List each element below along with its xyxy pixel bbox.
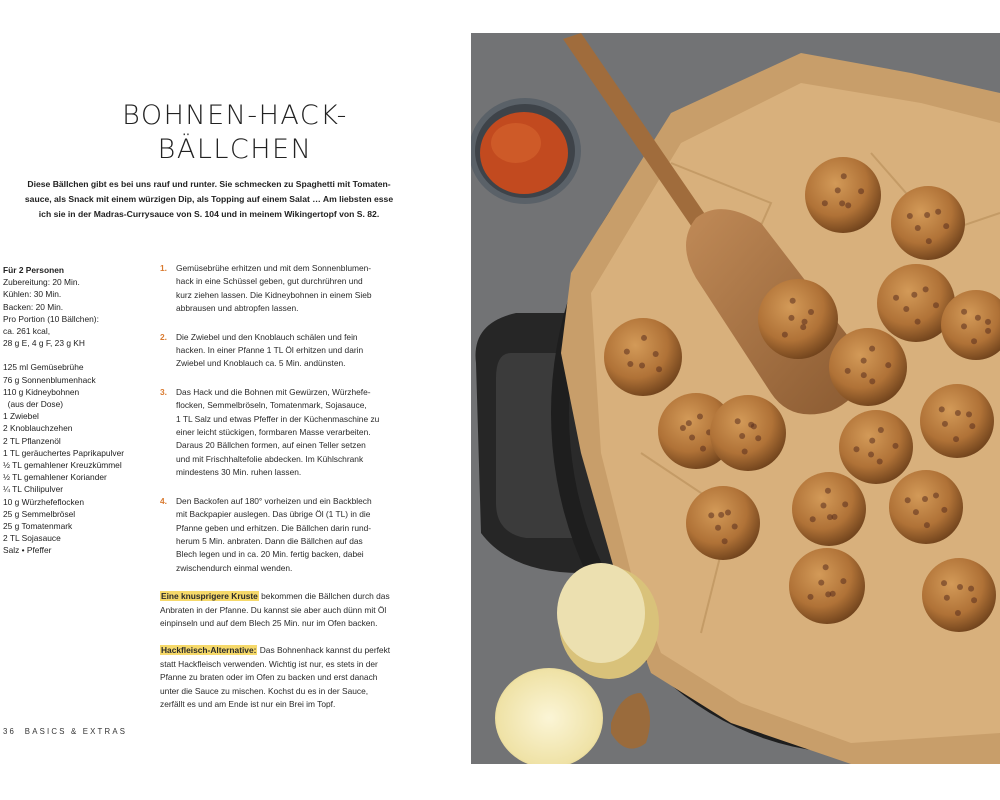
bean-fleck: [907, 213, 913, 219]
step-line: und mit Frischhaltefolie abdecken. Im Kühlschrank: [176, 453, 364, 464]
step-3: [160, 386, 412, 480]
bean-fleck: [732, 523, 738, 529]
bean-fleck: [869, 378, 875, 384]
bean-fleck: [941, 507, 947, 513]
ingredient-item: ½ TL gemahlener Kreuzkümmel: [3, 460, 122, 471]
bean-fleck: [840, 578, 846, 584]
tip-text: einpinseln und auf dem Blech 25 Min. nur im Ofen backen.: [160, 617, 378, 628]
bean-fleck: [842, 501, 848, 507]
bean-fleck: [627, 361, 633, 367]
bean-fleck: [915, 319, 921, 325]
recipe-text-page: [0, 0, 470, 800]
recipe-title-line-2: BÄLLCHEN: [157, 134, 313, 165]
bean-fleck: [639, 362, 645, 368]
bean-ball: [889, 470, 963, 544]
bean-fleck: [933, 492, 939, 498]
ingredient-item: 10 g Würzhefeflocken: [3, 496, 85, 507]
bean-fleck: [827, 514, 833, 520]
bean-fleck: [807, 594, 813, 600]
step-line: einer leicht stückigen, formbaren Masse verarbeiten.: [176, 427, 371, 438]
tip-text: Pfanne zu braten oder im Ofen zu backen und erst danach: [160, 672, 378, 683]
bean-fleck: [869, 438, 875, 444]
bean-ball: [829, 328, 907, 406]
bean-fleck: [935, 209, 941, 215]
step-number: 1.: [160, 263, 167, 273]
ingredient-item: 110 g Kidneybohnen: [3, 386, 80, 397]
tip-text: bekommen die Bällchen durch das: [258, 591, 390, 602]
bean-fleck: [975, 315, 981, 321]
kcal: ca. 261 kcal,: [3, 326, 51, 337]
bean-fleck: [853, 446, 859, 452]
bean-fleck: [926, 238, 932, 244]
bean-fleck: [858, 188, 864, 194]
bean-fleck: [641, 335, 647, 341]
bean-fleck: [971, 338, 977, 344]
meatballs-photo-illustration: [471, 33, 1000, 764]
bean-fleck: [955, 610, 961, 616]
bean-fleck: [790, 298, 796, 304]
bean-fleck: [942, 421, 948, 427]
instructions: [160, 262, 412, 725]
bean-fleck: [878, 427, 884, 433]
bean-fleck: [742, 449, 748, 455]
bean-fleck: [961, 323, 967, 329]
bean-fleck: [722, 538, 728, 544]
bean-fleck: [808, 309, 814, 315]
bean-fleck: [708, 512, 714, 518]
bean-fleck: [822, 200, 828, 206]
step-line: mindestens 30 Min. ruhen lassen.: [176, 467, 302, 478]
bean-ball: [922, 558, 996, 632]
bean-fleck: [841, 173, 847, 179]
tip-text: statt Hackfleisch verwenden. Wichtig ist nur, es stets in der: [160, 658, 378, 669]
page-footer: 36 BASICS & EXTRAS: [3, 727, 128, 736]
ingredient-item: 2 Knoblauchzehen: [3, 423, 73, 434]
bean-fleck: [953, 436, 959, 442]
step-line: Gemüsebrühe erhitzen und mit dem Sonnenblumen-: [176, 263, 372, 273]
bean-fleck: [903, 306, 909, 312]
bean-fleck: [933, 302, 939, 308]
bean-fleck: [969, 423, 975, 429]
bean-fleck: [913, 509, 919, 515]
cool-time: Kühlen: 30 Min.: [3, 289, 62, 300]
tip-text: Das Bohnenhack kannst du perfekt: [257, 645, 391, 656]
bean-fleck: [715, 525, 721, 531]
ingredient-item: ¼ TL Chilipulver: [3, 484, 64, 495]
ingredient-item: 2 TL Pflanzenöl: [3, 435, 61, 446]
tip-text: unter die Sauce zu mischen. Kochst du es in der Sauce,: [160, 685, 369, 696]
bean-fleck: [739, 433, 745, 439]
bean-fleck: [892, 443, 898, 449]
recipe-title-line-1: BOHNEN-HACK-: [122, 100, 348, 131]
bean-fleck: [689, 435, 695, 441]
bean-fleck: [877, 459, 883, 465]
bean-fleck: [624, 349, 630, 355]
bean-ball: [920, 384, 994, 458]
bean-fleck: [955, 410, 961, 416]
bean-fleck: [861, 372, 867, 378]
step-line: Blech legen und in ca. 20 Min. fertig backen, dabei: [176, 549, 364, 560]
step-2: [160, 331, 412, 371]
bean-fleck: [943, 223, 949, 229]
bean-fleck: [686, 420, 692, 426]
portion-label: Pro Portion (10 Bällchen):: [3, 313, 99, 324]
bean-fleck: [680, 425, 686, 431]
bean-fleck: [869, 346, 875, 352]
step-line: abbrausen und abtropfen lassen.: [176, 303, 299, 314]
bean-fleck: [911, 292, 917, 298]
step-4: [160, 495, 412, 575]
bean-fleck: [968, 586, 974, 592]
step-line: mit Backpapier auslegen. Das übrige Öl (1 TL) in die: [176, 509, 371, 520]
bean-ball: [805, 157, 881, 233]
bean-fleck: [755, 435, 761, 441]
bean-fleck: [718, 512, 724, 518]
step-line: kurz ziehen lassen. Die Kidneybohnen in einem Sieb: [176, 289, 372, 300]
tip-highlight: Hackfleisch-Alternative:: [161, 645, 257, 656]
bean-fleck: [905, 497, 911, 503]
recipe-info: [3, 264, 153, 557]
intro-line-2: sauce, als Snack mit einem würzigen Dip, als Topping auf einem Salat … Am liebsten esse: [24, 194, 394, 204]
step-line: Daraus 20 Bällchen formen, auf einen Teller setzen: [176, 440, 366, 451]
ingredient-item: 2 TL Sojasauce: [3, 533, 61, 544]
intro-line-3: ich sie in der Madras-Currysauce von S. 104 und in meinem Wikingertopf von S. 82.: [38, 209, 380, 219]
ingredient-item: 1 Zwiebel: [3, 411, 39, 422]
step-number: 4.: [160, 495, 167, 506]
prep-time: Zubereitung: 20 Min.: [3, 277, 80, 288]
bean-ball: [789, 548, 865, 624]
ingredient-item: 76 g Sonnenblumenhack: [3, 374, 96, 385]
bean-fleck: [941, 580, 947, 586]
bean-fleck: [915, 225, 921, 231]
bean-fleck: [751, 423, 757, 429]
bean-fleck: [839, 200, 845, 206]
macros: 28 g E, 4 g F, 23 g KH: [3, 338, 85, 349]
bean-fleck: [966, 411, 972, 417]
bean-fleck: [861, 358, 867, 364]
bean-fleck: [818, 580, 824, 586]
bean-fleck: [939, 406, 945, 412]
bean-fleck: [725, 509, 731, 515]
step-line: Den Backofen auf 180° vorheizen und ein Backblech: [176, 495, 372, 506]
step-line: hacken. In einer Pfanne 1 TL Öl erhitzen und darin: [176, 345, 364, 356]
bean-fleck: [825, 488, 831, 494]
bean-fleck: [802, 319, 808, 325]
bean-fleck: [656, 366, 662, 372]
step-1: [160, 262, 412, 316]
paprika-bowl: [471, 98, 581, 204]
bean-fleck: [971, 597, 977, 603]
step-line: hack in eine Schüssel geben, gut durchrühren und: [176, 276, 363, 287]
bean-fleck: [868, 452, 874, 458]
bean-ball: [686, 486, 760, 560]
bean-fleck: [845, 202, 851, 208]
bean-fleck: [944, 595, 950, 601]
step-line: Das Hack und die Bohnen mit Gewürzen, Würzhefe-: [176, 386, 371, 397]
bean-fleck: [893, 295, 899, 301]
step-number: 2.: [160, 331, 167, 342]
tip-crust: [160, 590, 412, 630]
bean-fleck: [922, 496, 928, 502]
ingredient-item: 25 g Tomatenmark: [3, 521, 73, 532]
ingredient-item: 1 TL geräuchertes Paprikapulver: [3, 447, 125, 458]
bean-fleck: [924, 522, 930, 528]
bean-fleck: [885, 362, 891, 368]
ingredient-item: Salz • Pfeffer: [3, 545, 52, 556]
bean-fleck: [823, 564, 829, 570]
bean-fleck: [924, 212, 930, 218]
bean-fleck: [700, 446, 706, 452]
bean-fleck: [985, 319, 991, 325]
bean-fleck: [825, 591, 831, 597]
bean-fleck: [800, 324, 806, 330]
tip-alternative: [160, 644, 412, 711]
ingredient-item: 25 g Semmelbrösel: [3, 508, 76, 519]
bean-fleck: [923, 286, 929, 292]
bean-fleck: [697, 413, 703, 419]
bean-ball: [710, 395, 786, 471]
ingredient-item: (aus der Dose): [3, 399, 64, 410]
servings: Für 2 Personen: [3, 265, 64, 275]
bean-ball: [891, 186, 965, 260]
ingredient-item: 125 ml Gemüsebrühe: [3, 362, 84, 373]
bean-ball: [758, 279, 838, 359]
step-line: 1 TL Salz und etwas Pfeffer in der Küchenmaschine zu: [176, 413, 380, 424]
bean-fleck: [653, 351, 659, 357]
step-line: zwischendurch einmal wenden.: [176, 562, 293, 573]
bean-fleck: [845, 368, 851, 374]
bean-fleck: [782, 332, 788, 338]
step-line: Pfanne geben und erhitzen. Die Bällchen darin rund-: [176, 522, 372, 533]
bean-fleck: [788, 315, 794, 321]
bean-fleck: [810, 516, 816, 522]
bean-fleck: [985, 328, 991, 334]
tip-text: Anbraten in der Pfanne. Du kannst sie aber auch dünn mit Öl: [160, 604, 387, 615]
bean-ball: [604, 318, 682, 396]
bake-time: Backen: 20 Min.: [3, 301, 64, 312]
bean-fleck: [835, 187, 841, 193]
bean-fleck: [735, 418, 741, 424]
bean-ball: [839, 410, 913, 484]
step-line: Die Zwiebel und den Knoblauch schälen und fein: [176, 331, 358, 342]
bean-fleck: [957, 584, 963, 590]
intro-line-1: Diese Bällchen gibt es bei uns rauf und runter. Sie schmecken zu Spaghetti mit Tomaten-: [27, 179, 391, 189]
tip-text: zerfällt es und am Ende ist nur ein Brei im Topf.: [160, 698, 336, 709]
step-line: Zwiebel und Knoblauch ca. 5 Min. andünsten.: [176, 358, 346, 369]
step-line: herum 5 Min. anbraten. Dann die Bällchen auf das: [176, 535, 363, 546]
bean-fleck: [820, 503, 826, 509]
ingredient-item: ½ TL gemahlener Koriander: [3, 472, 107, 483]
bean-fleck: [961, 309, 967, 315]
food-photo: [471, 33, 1000, 764]
tip-highlight: Eine knusprigere Kruste: [161, 591, 258, 602]
step-number: 3.: [160, 386, 167, 397]
bean-ball: [792, 472, 866, 546]
step-line: flocken, Semmelbröseln, Tomatenmark, Sojasauce,: [176, 400, 367, 411]
